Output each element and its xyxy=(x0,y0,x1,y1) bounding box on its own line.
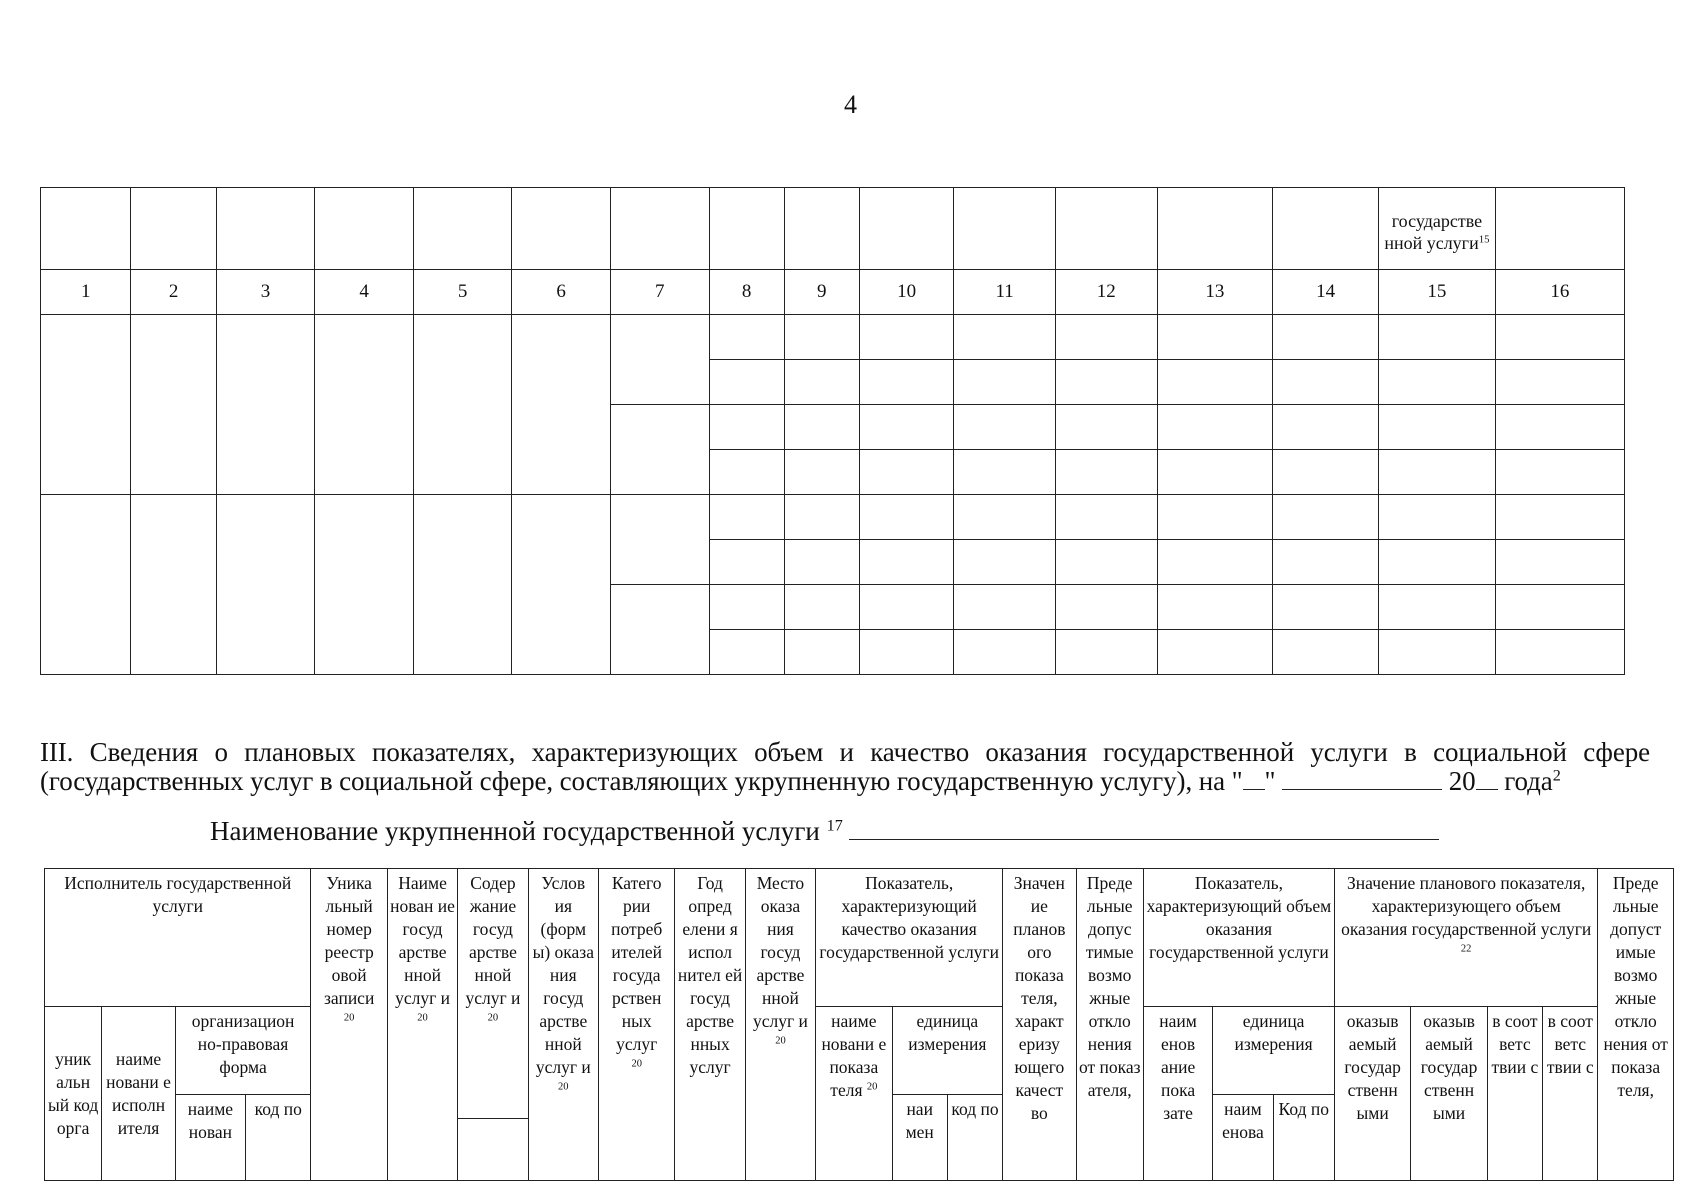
empty-cell xyxy=(216,495,315,675)
continuation-table xyxy=(40,187,1625,675)
legal-form-header: организацион но-правовая форма xyxy=(175,1007,311,1095)
column-number: 6 xyxy=(512,270,611,315)
empty-cell xyxy=(512,315,611,495)
empty-cell xyxy=(610,315,709,405)
empty-cell xyxy=(413,315,512,495)
column-number: 16 xyxy=(1495,270,1624,315)
month-blank xyxy=(1282,767,1442,790)
quality-deviation-header: Преде льные допус тимые возмо жные откло нения от показ ателя, xyxy=(1076,869,1143,1181)
table-header-continuation-row xyxy=(41,188,1625,270)
conditions-header: Услов ия (форм ы) оказа ния госуд арстве нной услуг и $^{20}$ xyxy=(528,869,598,1181)
column-number: 14 xyxy=(1273,270,1379,315)
empty-cell xyxy=(315,495,414,675)
volume-unit-code-header: Код по xyxy=(1273,1095,1334,1181)
volume-planned-value-header: Значение планового показателя, характеризующего объем оказания государственной услуги $^{22}$ xyxy=(1334,869,1597,1007)
column-number: 11 xyxy=(954,270,1056,315)
unique-code-header: уник альн ый код орга xyxy=(45,1007,102,1181)
empty-cell xyxy=(610,585,709,675)
volume-unit-header: единица измерения xyxy=(1213,1007,1335,1095)
empty-cell xyxy=(610,405,709,495)
empty-cell xyxy=(131,315,216,495)
column-number: 4 xyxy=(315,270,414,315)
empty-cell xyxy=(610,495,709,585)
column-number: 8 xyxy=(709,270,784,315)
quality-planned-value-header: Значен ие планов ого показа теля, характ еризу ющего качест во xyxy=(1003,869,1076,1181)
empty-cell xyxy=(216,315,315,495)
place-header: Место оказа ния госуд арстве нной услуг и $^{20}$ xyxy=(745,869,815,1181)
year-blank xyxy=(1476,767,1498,790)
column-number: 1 xyxy=(41,270,131,315)
day-blank xyxy=(1243,767,1265,790)
column-number: 5 xyxy=(413,270,512,315)
empty-cell xyxy=(413,495,512,675)
quality-indicator-header: Показатель, характеризующий качество оказания государственной услуги xyxy=(816,869,1003,1007)
provided-2-header: оказыв аемый государ ственн ыми xyxy=(1411,1007,1487,1181)
empty-cell xyxy=(512,495,611,675)
column-number: 13 xyxy=(1157,270,1273,315)
year-header: Год опред елени я испол нител ей госуд арстве нных услуг xyxy=(675,869,745,1181)
column-number: 3 xyxy=(216,270,315,315)
quality-unit-name-header: наи мен xyxy=(892,1095,947,1181)
registry-number-header: Уника льный номер реестр овой записи $^{20}$ xyxy=(311,869,387,1181)
table-row xyxy=(41,495,1625,540)
volume-indicator-name-header: наим енов ание пока зате xyxy=(1143,1007,1212,1181)
service-content-header: Содер жание госуд арстве нной услуг и $^{20}$ xyxy=(458,869,528,1119)
volume-unit-name-header: наим енова xyxy=(1213,1095,1273,1181)
header-cell-15: государстве нной услуги$^{15}$ xyxy=(1378,188,1495,270)
quality-unit-code-header: код по xyxy=(947,1095,1002,1181)
column-number: 7 xyxy=(610,270,709,315)
column-number: 10 xyxy=(859,270,953,315)
volume-deviation-header: Преде льные допуст имые возмо жные откло нения от показа теля, xyxy=(1598,869,1674,1181)
categories-header: Катего рии потреб ителей госуда рствен ных услуг $^{20}$ xyxy=(598,869,674,1181)
empty-cell xyxy=(458,1119,528,1181)
legal-form-code-header: код по xyxy=(246,1095,311,1181)
provided-1-header: оказыв аемый государ ственн ыми xyxy=(1334,1007,1410,1181)
empty-cell xyxy=(41,315,131,495)
accordance-1-header: в соот ветс твии с xyxy=(1487,1007,1542,1181)
table-row xyxy=(41,315,1625,360)
service-name-line: Наименование укрупненной государственной услуги $^{17}$ xyxy=(210,815,1439,847)
accordance-2-header: в соот ветс твии с xyxy=(1543,1007,1598,1181)
empty-cell xyxy=(315,315,414,495)
column-number: 2 xyxy=(131,270,216,315)
executor-header: Исполнитель государственной услуги xyxy=(45,869,311,1007)
section-title: III. Сведения о плановых показателях, характеризующих объем и качество оказания государственной услуги в социальной сфере (государственных услуг в социальной сфере, составляющих укрупненную государственную услугу), на " " 20 года$^2$ xyxy=(40,737,1650,796)
column-number: 15 xyxy=(1378,270,1495,315)
column-number: 12 xyxy=(1055,270,1157,315)
column-number-row xyxy=(41,270,1625,315)
volume-indicator-header: Показатель, характеризующий объем оказания государственной услуги xyxy=(1143,869,1334,1007)
empty-cell xyxy=(41,495,131,675)
executor-name-header: наиме новани е исполн ителя xyxy=(102,1007,175,1181)
legal-form-name-header: наиме нован xyxy=(175,1095,245,1181)
page-number: 4 xyxy=(844,90,857,119)
quality-unit-header: единица измерения xyxy=(892,1007,1003,1095)
planned-indicators-table xyxy=(44,868,1674,1181)
column-number: 9 xyxy=(784,270,859,315)
service-name-header: Наиме нован ие госуд арстве нной услуг и $^{20}$ xyxy=(387,869,457,1181)
empty-cell xyxy=(131,495,216,675)
quality-indicator-name-header: наиме новани е показа теля $^{20}$ xyxy=(816,1007,892,1181)
service-name-blank xyxy=(849,815,1439,840)
